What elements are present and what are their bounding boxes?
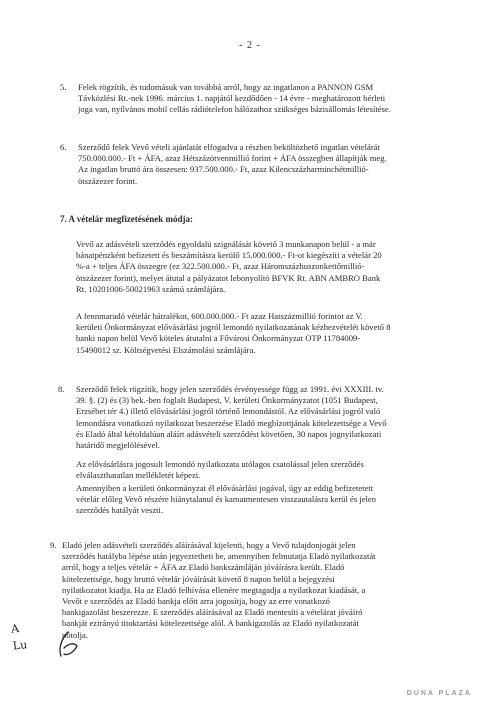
section-7-paragraph-2 bbox=[76, 311, 476, 356]
item-8-paragraph-3 bbox=[76, 483, 476, 517]
item-8-line: vételár előleg Vevő részére hiánytalanul és kamatmentesen visszautalásra kerül és jelen bbox=[76, 494, 377, 505]
item-9-line: Eladó jelen adásvételi szerződés aláírásával kijelenti, hogy a Vevő tulajdonjogát jelen bbox=[62, 540, 356, 550]
item-5-line: joga van, nyilvános mobil cellás rádiótelefon hálózathoz szükséges bázisállomás létesítése. bbox=[78, 104, 391, 115]
section-7-paragraph-1 bbox=[76, 239, 476, 295]
item-6-line: 750.000.000.- Ft + ÁFA, azaz Hétszázötvenmillió forint + ÁFA összegben állapítják meg. bbox=[78, 153, 387, 164]
item-8-paragraph-1 bbox=[76, 384, 476, 451]
item-8-paragraph-2 bbox=[76, 459, 476, 481]
section-7-line: Vevő az adásvételi szerződés egyoldalú szignálását követő 3 munkanapon belül - a már bbox=[76, 239, 376, 249]
item-6-line: ötszázezer forint. bbox=[78, 175, 138, 186]
item-8-line: szerződés hatályát veszti. bbox=[76, 505, 164, 516]
section-7-line: bánatpénzként befizetett és beszámításra kerülő 15.000.000.- Ft-ot kiegészíti a vételár 20 bbox=[76, 250, 382, 261]
section-7-line: %-a + teljes ÁFA összegre (ez 322.500.000.- Ft, azaz Háromszázhuszonkettőmillió- bbox=[76, 261, 365, 272]
signature bbox=[52, 628, 82, 660]
stamp-watermark: DUNA PLAZA bbox=[406, 690, 472, 697]
item-9-line: arról, hogy a teljes vételár + ÁFA az Eladó bankszámláján jóváírásra került. Eladó bbox=[62, 562, 345, 573]
item-8-line: és Eladó által kétoldalúan aláírt adásvételi szerződést követően, 30 napos jognyilatkozati bbox=[76, 428, 382, 439]
item-8-line: Az elővásárlásra jogosult lemondó nyilatkozata utólagos csatolással jelen szerződés bbox=[76, 459, 364, 469]
section-7-heading: 7. A vételár megfizetésének módja: bbox=[60, 214, 194, 224]
item-8-line: Szerződő felek rögzítik, hogy jelen szerződés érvényessége függ az 1991. évi XXXIII. tv. bbox=[76, 384, 384, 394]
section-7-line: Rt. 10201006-50021963 számú számlájára. bbox=[76, 283, 226, 294]
item-9-text bbox=[62, 540, 476, 641]
item-9-line: bankigazolást beszerezze. E szerződés aláírásával az Eladó mentesíti a vételárat jóváíró bbox=[62, 607, 363, 618]
item-9-line: szerződés hatályba lépése után jegyeztetheti be, amennyiben felmutatja Eladó nyilatkozatát bbox=[62, 551, 376, 562]
item-8-line: elválaszthatatlan mellékletét képezi. bbox=[76, 470, 201, 481]
section-7-line: banki napon belül Vevő köteles átutalni a Fővárosi Önkormányzat OTP 11784009- bbox=[76, 333, 361, 344]
item-8-line: lemondásra vonatkozó nyilatkozat beszerzése Eladó megbízottjának kötelezettsége a Vevő bbox=[76, 417, 387, 428]
item-6-text bbox=[78, 142, 476, 187]
section-7-line: kerületi Önkormányzat elővásárlási jogról lemondó nyilatkozatának kézhezvételét követő 8 bbox=[76, 322, 391, 333]
item-5-text bbox=[78, 82, 476, 116]
item-6-number: 6. bbox=[60, 142, 67, 152]
item-8-number: 8. bbox=[58, 384, 65, 394]
item-9-line: pótolja. bbox=[62, 629, 89, 640]
item-9-line: Vevőt e szerződés az Eladó bankja előtt arra jogosítja, hogy az erre vonatkozó bbox=[62, 596, 330, 607]
item-9-line: kötelezettsége, hogy bruttó vételár jóváírását követő 8 napon belül a bejegyzési bbox=[62, 573, 335, 584]
item-8-line: Erzsébet tér 4.) illető elővásárlási jogról történő lemondástól. Az elővásárlási jogról való bbox=[76, 406, 381, 417]
item-5-line: Távközlési Rt.-nek 1996. március 1. napjától kezdődően - 14 évre - meghatározott bérleti bbox=[78, 93, 386, 104]
item-5-number: 5. bbox=[60, 82, 67, 92]
item-8-line: Amennyiben a kerületi önkormányzat él elővásárlási jogával, úgy az eddig befizetetett bbox=[76, 483, 374, 493]
item-8-line: határidő megjelölésével. bbox=[76, 440, 160, 451]
item-5-line: Felek rögzítik, és tudomásuk van továbbá arról, hogy az ingatlanon a PANNON GSM bbox=[78, 82, 374, 92]
section-7-line: ötszázezer forint), melyet átutal a pályázatot lebonyolító BFVK Rt. ABN AMBRO Bank bbox=[76, 272, 381, 283]
item-6-line: Szerződő felek Vevő vételi ajánlatát elfogadva a részben beköltözhető ingatlan vételárát bbox=[78, 142, 380, 152]
item-9-line: nyilatkozatot kiadja. Ha az Eladó felhívása ellenére megtagadja a nyilatkozat kiadását, a bbox=[62, 584, 366, 595]
item-8-line: 39. §. (2) és (3) bek.-ben foglalt Budapest, V. kerületi Önkormányzatot (1051 Budapest, bbox=[76, 395, 378, 406]
section-7-line: 15490012 sz. Költségvetési Elszámolási számlájára. bbox=[76, 344, 256, 355]
handwritten-initial-2: Lu bbox=[12, 638, 28, 653]
section-7-line: A fennmaradó vételár hátralékot, 600.000.000.- Ft azaz Hatszázmillió forintot az V. bbox=[76, 311, 363, 321]
page-number: - 2 - bbox=[239, 40, 261, 51]
item-6-line: Az ingatlan bruttó ára összesen: 937.500.000.- Ft, azaz Kilencszázharminchétmillió- bbox=[78, 164, 369, 175]
handwritten-initials bbox=[10, 621, 27, 652]
item-9-number: 9. bbox=[50, 540, 57, 550]
item-9-line: bankját ezirányú titoktartási kötelezettsége alól. A bankigazolás az Eladó nyilatkozatát bbox=[62, 618, 359, 629]
handwritten-initial-1: A bbox=[10, 622, 20, 636]
